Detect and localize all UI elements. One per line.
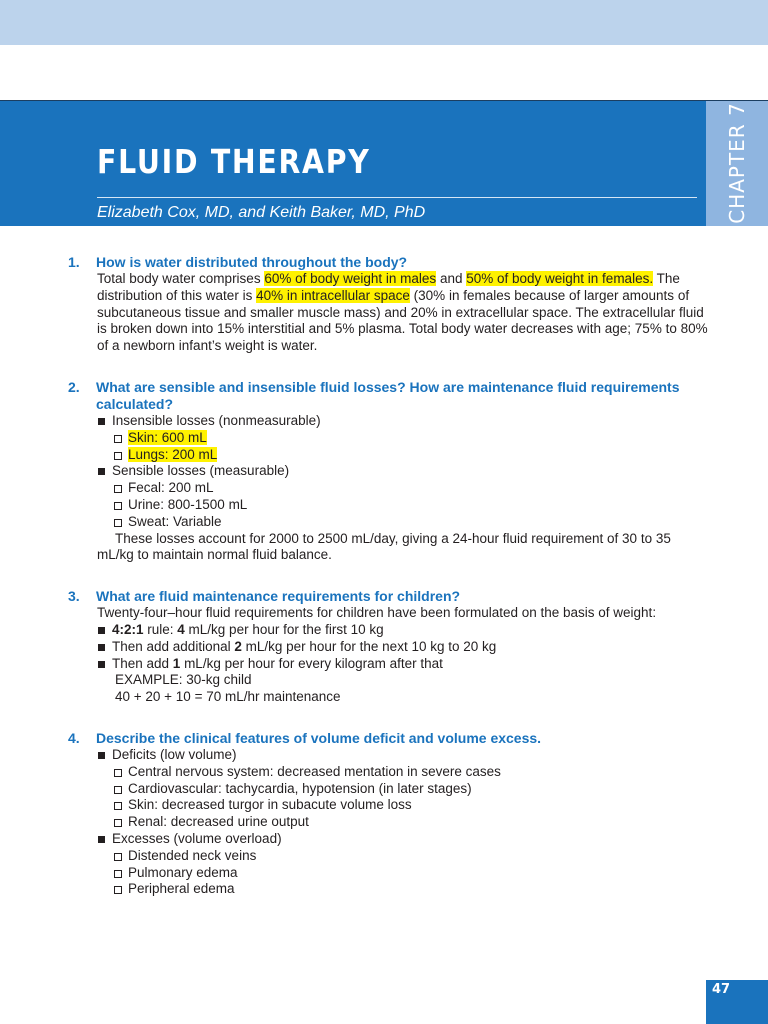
- example-label: EXAMPLE: 30-kg child: [115, 672, 252, 688]
- page-number-box: [706, 980, 768, 1024]
- page-content: [0, 254, 768, 898]
- sub-bullet-item: Distended neck veins: [0, 848, 768, 865]
- question-heading: [0, 730, 768, 747]
- bold-number: 4: [177, 621, 185, 637]
- highlighted-text: 60% of body weight in males: [264, 271, 437, 286]
- bullet-item: Sensible losses (measurable): [0, 463, 768, 480]
- sub-bullet-item: Renal: decreased urine output: [0, 814, 768, 831]
- question-heading: [0, 254, 768, 271]
- answer-paragraph: These losses account for 2000 to 2500 mL/day, giving a 24-hour fluid requirement of 30 to 35 mL/kg to maintain normal fluid balance.: [97, 530, 671, 563]
- question-text: How is water distributed throughout the body?: [96, 254, 408, 270]
- highlighted-text: 40% in intracellular space: [256, 287, 410, 303]
- sub-bullet-item: Central nervous system: decreased mentation in severe cases: [0, 764, 768, 781]
- highlighted-text: 50% of body weight in females.: [466, 271, 654, 286]
- question-text: Describe the clinical features of volume deficit and volume excess.: [96, 729, 542, 746]
- qa-2: [0, 379, 768, 564]
- sub-bullet-item: [0, 430, 768, 447]
- sub-bullet-item: Pulmonary edema: [0, 865, 768, 882]
- question-text: What are sensible and insensible fluid losses? How are maintenance fluid requirements calculated?: [96, 378, 680, 412]
- answer-text: and: [436, 271, 467, 286]
- question-heading: [0, 588, 768, 605]
- chapter-label: CHAPTER 7: [725, 102, 749, 224]
- bold-term: 4:2:1: [112, 621, 144, 637]
- bullet-text: Then add additional: [112, 638, 235, 654]
- highlighted-text: Skin: 600 mL: [128, 429, 207, 445]
- answer-text: (30% in females because of larger amounts of subcutaneous tissue and smaller muscle mass) and 20% in extracellular space. The extracellular fluid is broken down into 15% interstitial and 5% plasma. Total body water decreases with age; 75% to 80% of a newborn infant’s weight is water.: [97, 287, 708, 354]
- bullet-item: Insensible losses (nonmeasurable): [0, 413, 768, 430]
- sub-bullet-item: Urine: 800-1500 mL: [0, 497, 768, 514]
- bullet-text: mL/kg per hour for the first 10 kg: [184, 621, 384, 637]
- question-number: 1.: [68, 254, 80, 270]
- example-equation: 40 + 20 + 10 = 70 mL/hr maintenance: [115, 689, 341, 705]
- sub-bullet-item: Peripheral edema: [0, 881, 768, 898]
- bold-number: 1: [172, 655, 181, 671]
- question-number: 3.: [68, 588, 80, 605]
- qa-3: [0, 588, 768, 706]
- chapter-title: FLUID THERAPY: [97, 142, 371, 181]
- chapter-banner: [0, 100, 768, 226]
- bullet-item: Excesses (volume overload): [0, 831, 768, 848]
- bullet-item: [0, 639, 768, 656]
- bullet-text: Then add: [112, 655, 173, 671]
- sub-bullet-item: Fecal: 200 mL: [0, 480, 768, 497]
- page-number: 47: [712, 982, 731, 997]
- bullet-text: mL/kg per hour for every kilogram after that: [180, 655, 443, 671]
- title-divider: [97, 197, 697, 198]
- bold-number: 2: [234, 638, 242, 654]
- answer-paragraph: [0, 271, 768, 355]
- answer-paragraph: Twenty-four–hour fluid requirements for children have been formulated on the basis of weight:: [97, 605, 657, 621]
- qa-1: [0, 254, 768, 355]
- chapter-tab: [706, 101, 768, 226]
- sub-bullet-item: Sweat: Variable: [0, 514, 768, 531]
- chapter-authors: Elizabeth Cox, MD, and Keith Baker, MD, PhD: [97, 204, 426, 221]
- question-number: 2.: [68, 378, 80, 395]
- question-text: What are fluid maintenance requirements for children?: [96, 588, 461, 605]
- bullet-item: [0, 656, 768, 673]
- question-number: 4.: [68, 729, 80, 746]
- question-heading: [0, 379, 768, 413]
- bullet-item: [0, 622, 768, 639]
- answer-text: Total body water comprises: [97, 271, 265, 286]
- sub-bullet-item: [0, 447, 768, 464]
- bullet-item: Deficits (low volume): [0, 747, 768, 764]
- qa-4: [0, 730, 768, 898]
- highlighted-text: Lungs: 200 mL: [128, 446, 218, 462]
- top-color-band: [0, 0, 768, 45]
- bullet-text: mL/kg per hour for the next 10 kg to 20 kg: [241, 638, 497, 654]
- answer-text: The distribution of this water is: [97, 271, 680, 303]
- sub-bullet-item: Skin: decreased turgor in subacute volume loss: [0, 797, 768, 814]
- sub-bullet-item: Cardiovascular: tachycardia, hypotension (in later stages): [0, 781, 768, 798]
- bullet-text: rule:: [143, 621, 178, 637]
